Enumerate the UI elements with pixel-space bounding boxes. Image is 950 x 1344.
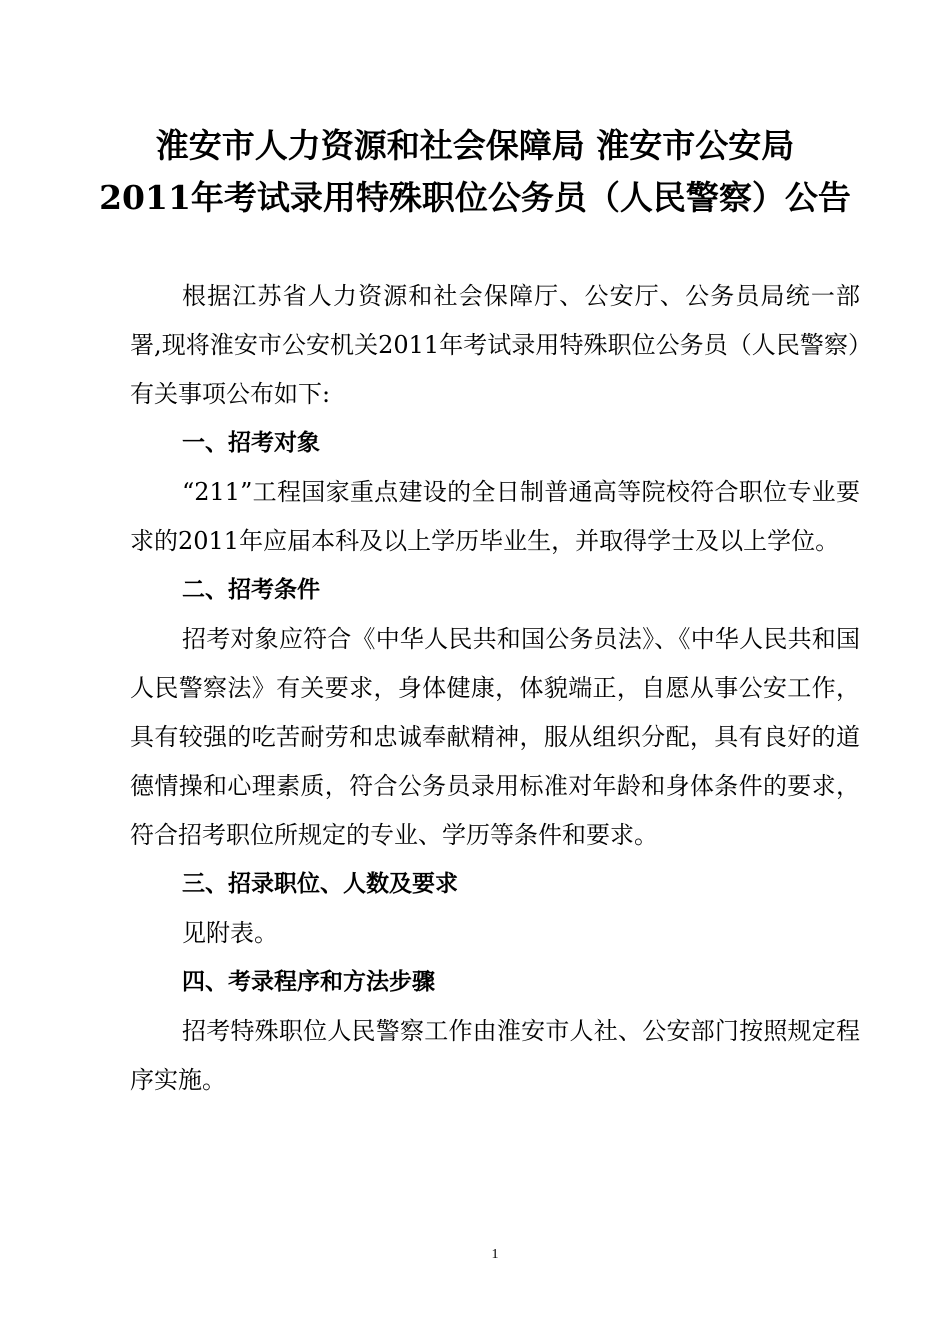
section-3-text: 见附表。	[182, 919, 278, 947]
section-2-heading: 二、招考条件	[182, 577, 320, 603]
section-1-text: “211”工程国家重点建设的全日制普通高等院校符合职位专业要求的2011年应届本科及以上学历毕业生，并取得学士及以上学位。	[130, 478, 860, 555]
section-3-heading: 三、招录职位、人数及要求	[182, 871, 458, 897]
section-4-text: 招考特殊职位人民警察工作由淮安市人社、公安部门按照规定程序实施。	[130, 1017, 860, 1094]
document-body	[130, 272, 860, 1105]
section-2-text: 招考对象应符合《中华人民共和国公务员法》、《中华人民共和国人民警察法》有关要求，身体健康，体貌端正，自愿从事公安工作，具有较强的吃苦耐劳和忠诚奉献精神，服从组织分配，具有良好的道德情操和心理素质，符合公务员录用标准对年龄和身体条件的要求，符合招考职位所规定的专业、学历等条件和要求。	[130, 625, 860, 849]
section-4-heading: 四、考录程序和方法步骤	[182, 969, 435, 995]
page-number: 1	[491, 1247, 499, 1262]
title-line-2: 2011年考试录用特殊职位公务员（人民警察）公告	[99, 178, 851, 217]
intro-paragraph: 根据江苏省人力资源和社会保障厅、公安厅、公务员局统一部署,现将淮安市公安机关2011年考试录用特殊职位公务员（人民警察）有关事项公布如下:	[130, 282, 860, 408]
section-1-heading: 一、招考对象	[182, 430, 320, 456]
title-line-1: 淮安市人力资源和社会保障局 淮安市公安局	[155, 126, 795, 165]
